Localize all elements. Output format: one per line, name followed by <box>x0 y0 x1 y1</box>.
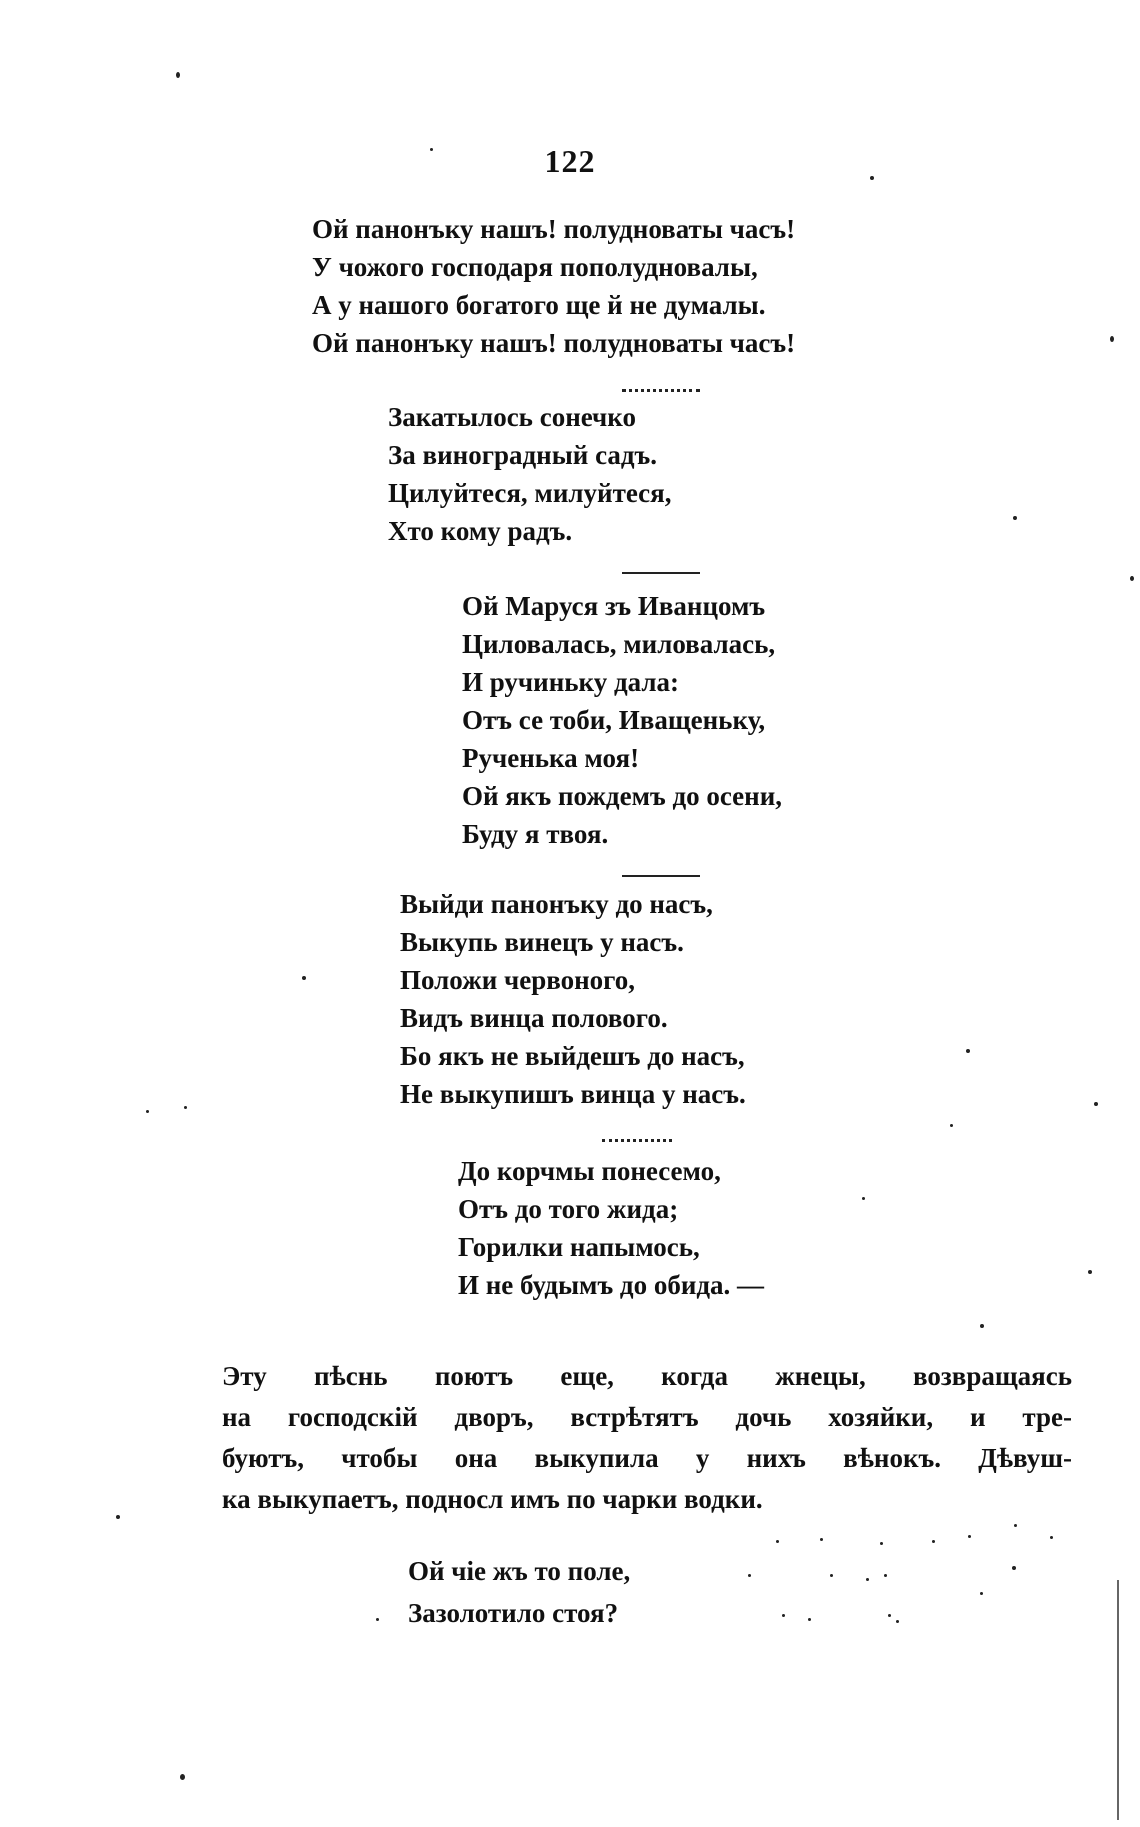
scan-speck <box>880 1542 883 1545</box>
verse-line: Положи червоного, <box>400 965 636 995</box>
verse-line: Цилуйтеся, милуйтеся, <box>388 478 672 508</box>
scan-speck <box>1050 1536 1053 1539</box>
scan-speck <box>866 1578 869 1581</box>
stanza-divider <box>622 572 700 574</box>
scan-speck <box>430 148 433 151</box>
scan-speck <box>1110 336 1114 342</box>
scan-speck <box>1094 1102 1098 1106</box>
verse-line: Горилки напымось, <box>458 1232 700 1262</box>
verse-line: Циловалась, миловалась, <box>462 629 776 659</box>
verse-line: Отъ до того жида; <box>458 1194 679 1224</box>
verse-line: Бо якъ не выйдешъ до насъ, <box>400 1041 745 1071</box>
scan-speck <box>968 1535 971 1538</box>
scan-speck <box>820 1538 823 1541</box>
scan-speck <box>888 1614 891 1617</box>
stanza-6 <box>408 1550 630 1634</box>
verse-line: Видъ винца полового. <box>400 1003 668 1033</box>
verse-line: Рученька моя! <box>462 743 640 773</box>
verse-line: Выйди панонъку до насъ, <box>400 889 713 919</box>
scan-speck <box>776 1540 779 1543</box>
scan-speck <box>376 1618 379 1621</box>
stanza-1 <box>312 210 795 362</box>
verse-line: Ой панонъку нашъ! полудноваты часъ! <box>312 328 796 358</box>
scan-speck <box>1013 516 1017 520</box>
prose-line: на господскій дворъ, встрѣтятъ дочь хозяйки, и тре- <box>222 1402 1072 1432</box>
verse-line: Зазолотило стоя? <box>408 1598 619 1628</box>
verse-line: Ой якъ пождемъ до осени, <box>462 781 783 811</box>
scan-speck <box>932 1540 935 1543</box>
verse-line: Ой Маруся зъ Иванцомъ <box>462 591 766 621</box>
verse-line: Отъ се тоби, Иващеньку, <box>462 705 766 735</box>
scan-speck <box>830 1574 833 1577</box>
verse-line: Закатылось сонечко <box>388 402 636 432</box>
verse-line: Хто кому радъ. <box>388 516 573 546</box>
stanza-3 <box>462 587 782 853</box>
stanza-divider <box>622 389 700 392</box>
prose-line: Эту пѣснь поютъ еще, когда жнецы, возвращаясь <box>222 1361 1072 1391</box>
stanza-divider <box>622 875 700 877</box>
verse-line: Ой чіе жъ то поле, <box>408 1556 631 1586</box>
verse-line: У чожого господаря пополудновалы, <box>312 252 758 282</box>
scan-speck <box>862 1197 865 1200</box>
scan-speck <box>870 176 874 180</box>
scan-speck <box>116 1515 120 1519</box>
verse-line: И не будымъ до обида. — <box>458 1270 765 1300</box>
scan-speck <box>896 1620 899 1623</box>
scan-speck <box>180 1774 185 1780</box>
prose-line: буютъ, чтобы она выкупила у нихъ вѣнокъ. Дѣвуш- <box>222 1443 1072 1473</box>
scan-speck <box>176 72 180 78</box>
scan-speck <box>748 1574 751 1577</box>
scan-speck <box>1130 576 1134 581</box>
scan-speck <box>950 1124 953 1127</box>
scan-speck <box>966 1049 970 1053</box>
scan-speck <box>884 1574 887 1577</box>
page-edge-line <box>1117 1580 1119 1820</box>
scan-speck <box>1014 1524 1017 1527</box>
scan-speck <box>980 1592 983 1595</box>
scan-speck <box>146 1110 149 1113</box>
stanza-4 <box>400 885 746 1113</box>
scan-speck <box>302 976 306 980</box>
verse-line: Ой панонъку нашъ! полудноваты часъ! <box>312 214 796 244</box>
page-number: 122 <box>544 143 596 179</box>
scan-speck <box>184 1106 187 1109</box>
prose-paragraph <box>222 1356 1072 1520</box>
stanza-divider <box>602 1139 672 1142</box>
scan-speck <box>1088 1270 1092 1274</box>
verse-line: До корчмы понесемо, <box>458 1156 721 1186</box>
verse-line: За виноградный садъ. <box>388 440 658 470</box>
stanza-5 <box>458 1152 764 1304</box>
scan-speck <box>980 1324 984 1328</box>
verse-line: Не выкупишъ винца у насъ. <box>400 1079 746 1109</box>
verse-line: И ручиньку дала: <box>462 667 679 697</box>
prose-line: ка выкупаетъ, подносл имъ по чарки водки. <box>222 1484 763 1514</box>
scan-speck <box>782 1614 785 1617</box>
scan-speck <box>1012 1566 1016 1570</box>
verse-line: Выкупь винецъ у насъ. <box>400 927 684 957</box>
scan-speck <box>808 1618 811 1621</box>
stanza-2 <box>388 398 672 550</box>
verse-line: А у нашого богатого ще й не думалы. <box>312 290 766 320</box>
verse-line: Буду я твоя. <box>462 819 609 849</box>
